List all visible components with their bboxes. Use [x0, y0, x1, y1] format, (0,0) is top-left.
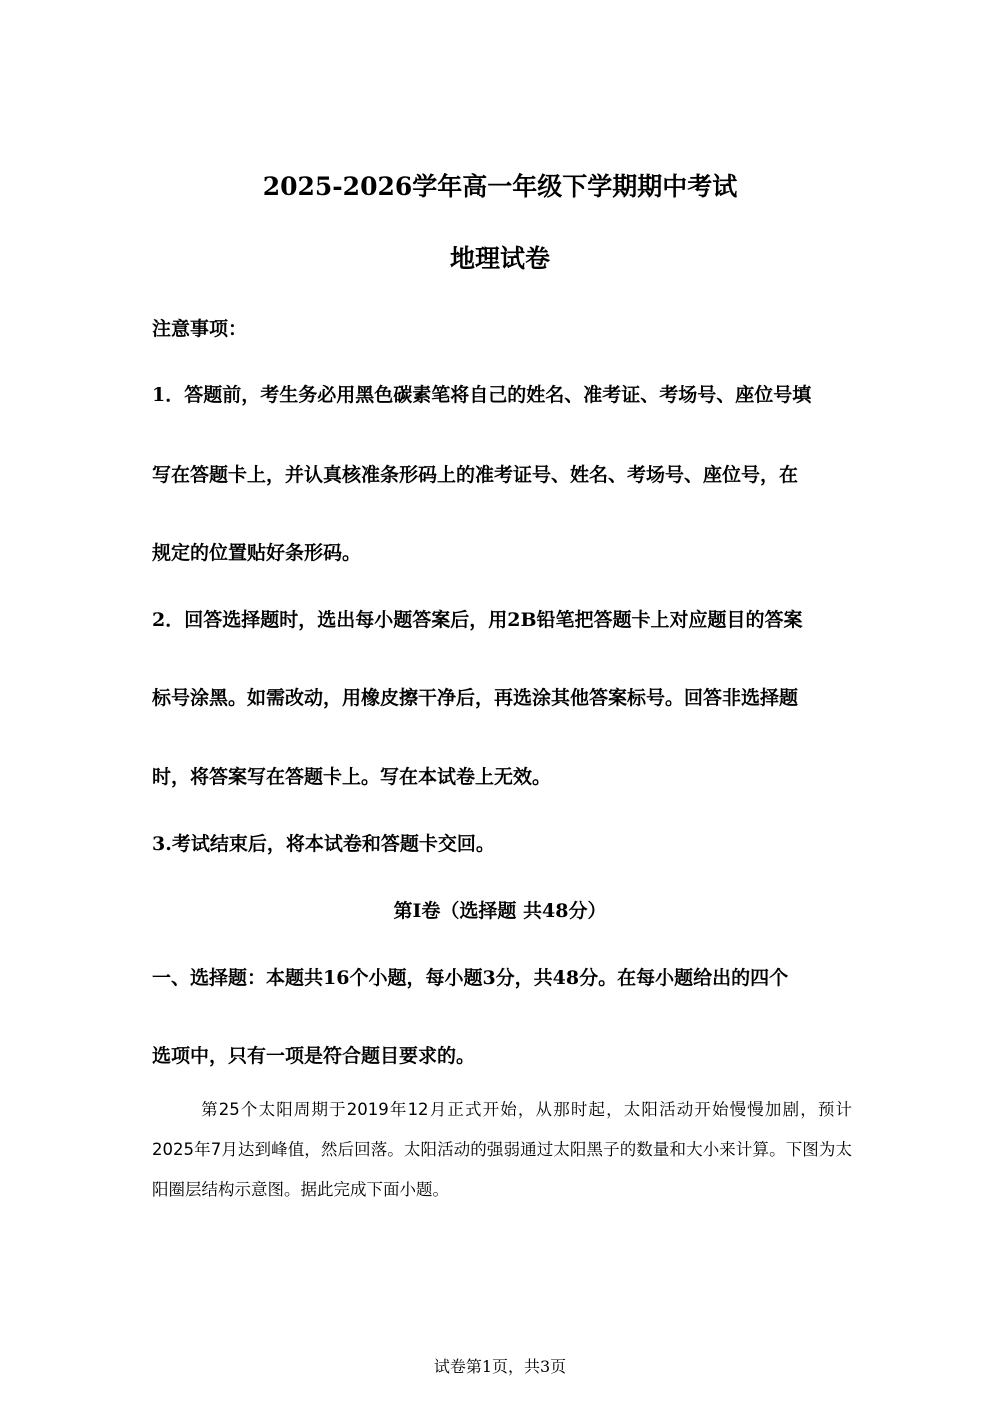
notice-item-2-line-2: 标号涂黑。如需改动，用橡皮擦干净后，再选涂其他答案标号。回答非选择题 [152, 687, 799, 709]
notice-item-2-line-1: 2．回答选择题时，选出每小题答案后，用2B铅笔把答题卡上对应题目的答案 [152, 609, 803, 631]
section-title: 第I卷（选择题 共48分） [393, 900, 607, 922]
section-instruction-line-2: 选项中，只有一项是符合题目要求的。 [152, 1045, 476, 1067]
notice-item-1-line-2: 写在答题卡上，并认真核准条形码上的准考证号、姓名、考场号、座位号，在 [152, 464, 799, 486]
reading-passage [152, 1090, 852, 1210]
reading-passage-text: 第25个太阳周期于2019年12月正式开始，从那时起，太阳活动开始慢慢加剧，预计2025年7月达到峰值，然后回落。太阳活动的强弱通过太阳黑子的数量和大小来计算。下图为太阳圈层结构示意图。据此完成下面小题。 [152, 1100, 852, 1199]
notice-item-2-line-3: 时，将答案写在答题卡上。写在本试卷上无效。 [152, 766, 552, 788]
notice-heading: 注意事项： [152, 318, 248, 340]
exam-subject: 地理试卷 [449, 244, 550, 273]
section-instruction-line-1: 一、选择题：本题共16个小题，每小题3分，共48分。在每小题给出的四个 [152, 967, 789, 989]
notice-item-3: 3.考试结束后，将本试卷和答题卡交回。 [152, 833, 495, 855]
notice-item-1-line-1: 1．答题前，考生务必用黑色碳素笔将自己的姓名、准考证、考场号、座位号填 [152, 384, 812, 406]
page-footer: 试卷第1页，共3页 [433, 1357, 567, 1376]
exam-title: 2025-2026学年高一年级下学期期中考试 [262, 172, 738, 201]
notice-item-1-line-3: 规定的位置贴好条形码。 [152, 542, 362, 564]
